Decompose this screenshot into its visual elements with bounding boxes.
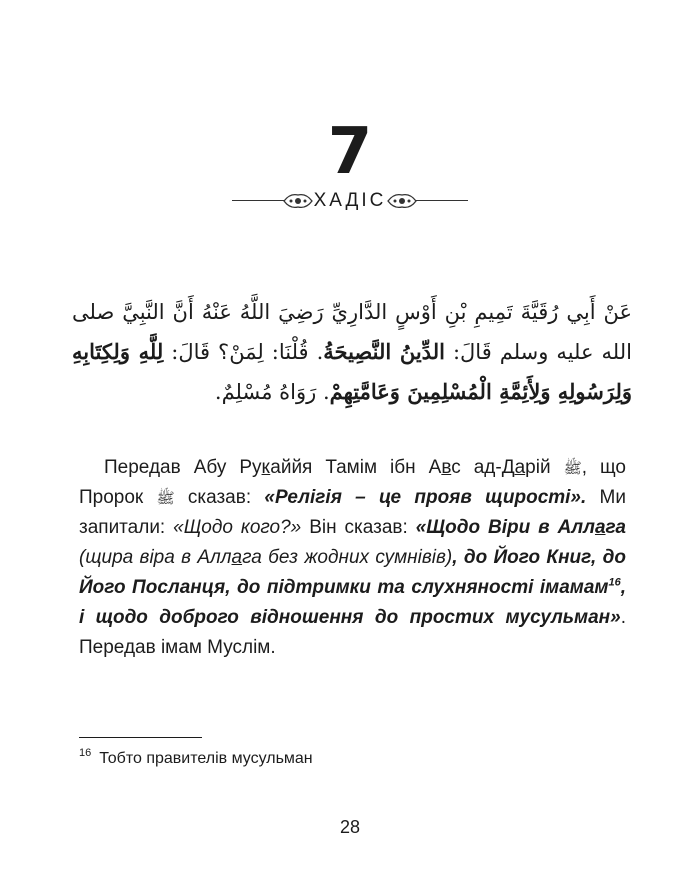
text-run: в bbox=[441, 457, 452, 478]
blessing-icon: ﷺ bbox=[563, 459, 582, 477]
blessing-icon: ﷺ bbox=[156, 489, 175, 507]
text-run: сказав: bbox=[174, 487, 265, 508]
arabic-narration: عَنْ أَبِي رُقَيَّةَ تَمِيمِ بْنِ أَوْسٍ الدَّارِيِّ رَضِيَ اللَّهُ عَنْهُ أَنَّ النَّبِيَّ صلى الله عليه وسلم قَالَ: bbox=[72, 300, 632, 364]
page-number: 28 bbox=[339, 817, 361, 837]
arabic-answer: لِلَّهِ وَلِكِتَابِهِ وَلِرَسُولِهِ وَلِأَئِمَّةِ الْمُسْلِمِينَ وَعَامَّتِهِمْ bbox=[72, 339, 632, 404]
arabic-source: . رَوَاهُ مُسْلِمٌ. bbox=[214, 380, 330, 404]
hadith-heading bbox=[0, 186, 700, 216]
footnote-number: 16 bbox=[79, 747, 92, 759]
translation-text bbox=[79, 453, 626, 663]
quote-answer: «Щодо Віри в Алл bbox=[415, 517, 595, 538]
text-run: Він сказав: bbox=[301, 517, 416, 538]
footnote bbox=[79, 748, 313, 770]
heading-rule-right bbox=[416, 200, 468, 201]
text-run: Передав Абу Ру bbox=[104, 457, 262, 478]
text-run: га без жодних сумнівів) bbox=[242, 547, 453, 568]
text-run: а bbox=[231, 547, 243, 568]
hadith-label: ХАДІС bbox=[313, 190, 387, 211]
text-run: к bbox=[261, 457, 271, 478]
footnote-divider bbox=[79, 737, 202, 738]
footnote-ref: 16 bbox=[608, 576, 621, 589]
quote-question: «Щодо кого?» bbox=[173, 517, 302, 538]
ornament-right-icon bbox=[386, 190, 418, 212]
text-run: рій bbox=[525, 457, 564, 478]
quote-answer-end: , і щодо доброго відношення до простих мусульман» bbox=[79, 577, 626, 628]
quote-answer-cont: , до Його Книг, до Його Посланця, до підтримки та слухняності імамам bbox=[79, 547, 627, 598]
clarification: (щира віра в Алл bbox=[79, 547, 232, 568]
hadith-number: 7 bbox=[327, 115, 373, 189]
text-run: с ад-Д bbox=[451, 457, 515, 478]
arabic-religion-sincerity: الدِّينُ النَّصِيحَةُ bbox=[323, 339, 445, 364]
text-run: а bbox=[594, 517, 606, 538]
text-run: а bbox=[514, 457, 526, 478]
quote-religion: «Релігія – це прояв щирості». bbox=[264, 487, 587, 508]
source-note: . Передав імам Муслім. bbox=[79, 607, 626, 658]
text-run: Ми запитали: bbox=[79, 487, 626, 538]
arabic-question: . قُلْنَا: لِمَنْ؟ قَالَ: bbox=[163, 340, 324, 364]
text-run: , що Пророк bbox=[79, 457, 626, 508]
text-run: аййя Тамім ібн А bbox=[270, 457, 442, 478]
footnote-text: Тобто правителів мусульман bbox=[99, 750, 313, 767]
text-run: га bbox=[605, 517, 626, 538]
arabic-hadith-text bbox=[72, 292, 632, 412]
